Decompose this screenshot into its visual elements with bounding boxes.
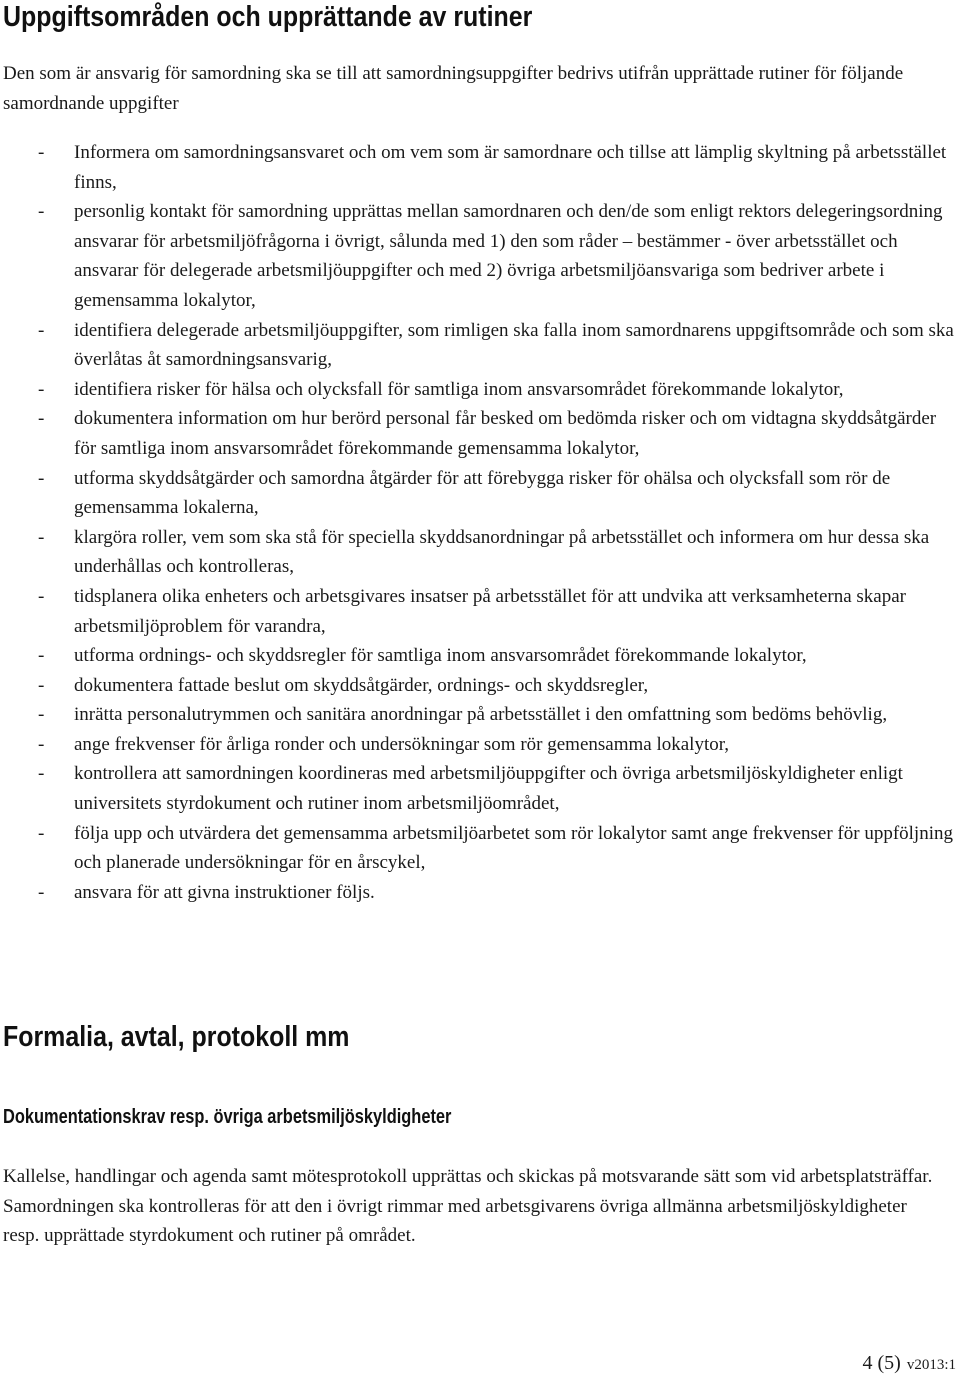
- document-version: v2013:1: [906, 1357, 956, 1373]
- list-item-text: följa upp och utvärdera det gemensamma arbetsmiljöarbetet som rör lokalytor samt ange frekvenser för uppföljning och planerade undersökningar för en årscykel,: [74, 822, 953, 874]
- list-item-text: identifiera risker för hälsa och olycksfall för samtliga inom ansvarsområdet förekommande lokalytor,: [74, 378, 844, 400]
- list-item: [0, 582, 954, 641]
- documentation-paragraph: Kallelse, handlingar och agenda samt mötesprotokoll upprättas och skickas på motsvarande sätt som vid arbetsplatsträffar. Samordningen ska kontrolleras för att den i övrigt rimmar med arbetsgivarens övriga allmänna arbetsmiljöskyldigheter resp. upprättade styrdokument och rutiner på området.: [3, 1166, 933, 1247]
- list-item-text: klargöra roller, vem som ska stå för speciella skyddsanordningar på arbetsstället och informera om hur dessa ska underhållas och kontrolleras,: [74, 526, 930, 578]
- list-item: [0, 316, 954, 375]
- list-item-text: dokumentera fattade beslut om skyddsåtgärder, ordnings- och skyddsregler,: [74, 674, 649, 696]
- list-item: [0, 759, 954, 818]
- list-item-text: dokumentera information om hur berörd personal får besked om bedömda risker och om vidtagna skyddsåtgärder för samtliga inom ansvarsområdet förekommande gemensamma lokalytor,: [74, 408, 937, 459]
- subheading-documentation: Dokumentationskrav resp. övriga arbetsmiljöskyldigheter: [3, 1106, 452, 1128]
- list-item-text: identifiera delegerade arbetsmiljöuppgifter, som rimligen ska falla inom samordnarens uppgiftsområde och som ska överlåtas åt samordningsansvarig,: [74, 319, 954, 371]
- list-item: [0, 641, 954, 671]
- intro-paragraph: Den som är ansvarig för samordning ska se till att samordningsuppgifter bedrivs utifrån upprättade rutiner för följande samordnande uppgifter: [3, 63, 904, 114]
- list-item-text: utforma skyddsåtgärder och samordna åtgärder för att förebygga risker för ohälsa och olycksfall som rör de gemensamma lokalerna,: [74, 467, 891, 519]
- bullet-dash: -: [38, 645, 45, 667]
- list-item: [0, 730, 954, 760]
- bullet-dash: -: [38, 142, 45, 163]
- list-item-text: Informera om samordningsansvaret och om vem som är samordnare och tillse att lämplig skyltning på arbetsstället finns,: [74, 142, 947, 193]
- list-item: [0, 138, 954, 197]
- list-item: [0, 523, 954, 582]
- list-item-text: kontrollera att samordningen koordineras med arbetsmiljöuppgifter och övriga arbetsmiljöskyldigheter enligt universitets styrdokument och rutiner inom arbetsmiljöområdet,: [74, 763, 903, 815]
- list-item: [0, 878, 954, 908]
- list-item-text: ansvara för att givna instruktioner följs.: [74, 881, 375, 903]
- list-item-text: utforma ordnings- och skyddsregler för samtliga inom ansvarsområdet förekommande lokalytor,: [74, 645, 807, 667]
- list-item-text: personlig kontakt för samordning upprättas mellan samordnaren och den/de som enligt rektors delegeringsordning ansvarar för arbetsmiljöfrågorna i övrigt, sålunda med 1) den som råder – bestämmer - över arbetsstället och ansvarar för delegerade arbetsmiljöuppgifter och med 2) övriga arbetsmiljöansvariga som bedriver arbete i gemensamma lokalytor,: [74, 201, 943, 311]
- list-item-text: inrätta personalutrymmen och sanitära anordningar på arbetsstället i den omfattning som bedöms behövlig,: [74, 704, 888, 726]
- bullet-dash: -: [38, 763, 45, 785]
- bullet-dash: -: [38, 319, 45, 341]
- list-item: [0, 464, 954, 523]
- bullet-dash: -: [38, 378, 45, 400]
- section-heading-formalia: Formalia, avtal, protokoll mm: [3, 1021, 350, 1053]
- bullet-dash: -: [38, 585, 45, 607]
- list-item-text: tidsplanera olika enheters och arbetsgivares insatser på arbetsstället för att undvika att verksamheterna skapar arbetsmiljöproblem för varandra,: [74, 585, 906, 637]
- bullet-dash: -: [38, 733, 45, 755]
- bullet-dash: -: [38, 467, 45, 489]
- bullet-dash: -: [38, 201, 45, 223]
- section-heading-routines: Uppgiftsområden och upprättande av rutiner: [3, 1, 533, 33]
- bullet-dash: -: [38, 881, 45, 903]
- list-item: [0, 700, 954, 730]
- list-item: [0, 819, 954, 878]
- bullet-dash: -: [38, 704, 45, 726]
- page-number: 4 (5): [862, 1352, 901, 1374]
- list-item-text: ange frekvenser för årliga ronder och undersökningar som rör gemensamma lokalytor,: [74, 733, 730, 755]
- list-item: [0, 671, 954, 701]
- coordination-task-list: [0, 138, 960, 907]
- page-footer: [863, 1352, 957, 1375]
- list-item: [0, 375, 954, 405]
- bullet-dash: -: [38, 822, 45, 844]
- bullet-dash: -: [38, 526, 45, 548]
- list-item: [0, 404, 954, 463]
- bullet-dash: -: [38, 674, 45, 696]
- bullet-dash: -: [38, 408, 45, 430]
- list-item: [0, 197, 954, 315]
